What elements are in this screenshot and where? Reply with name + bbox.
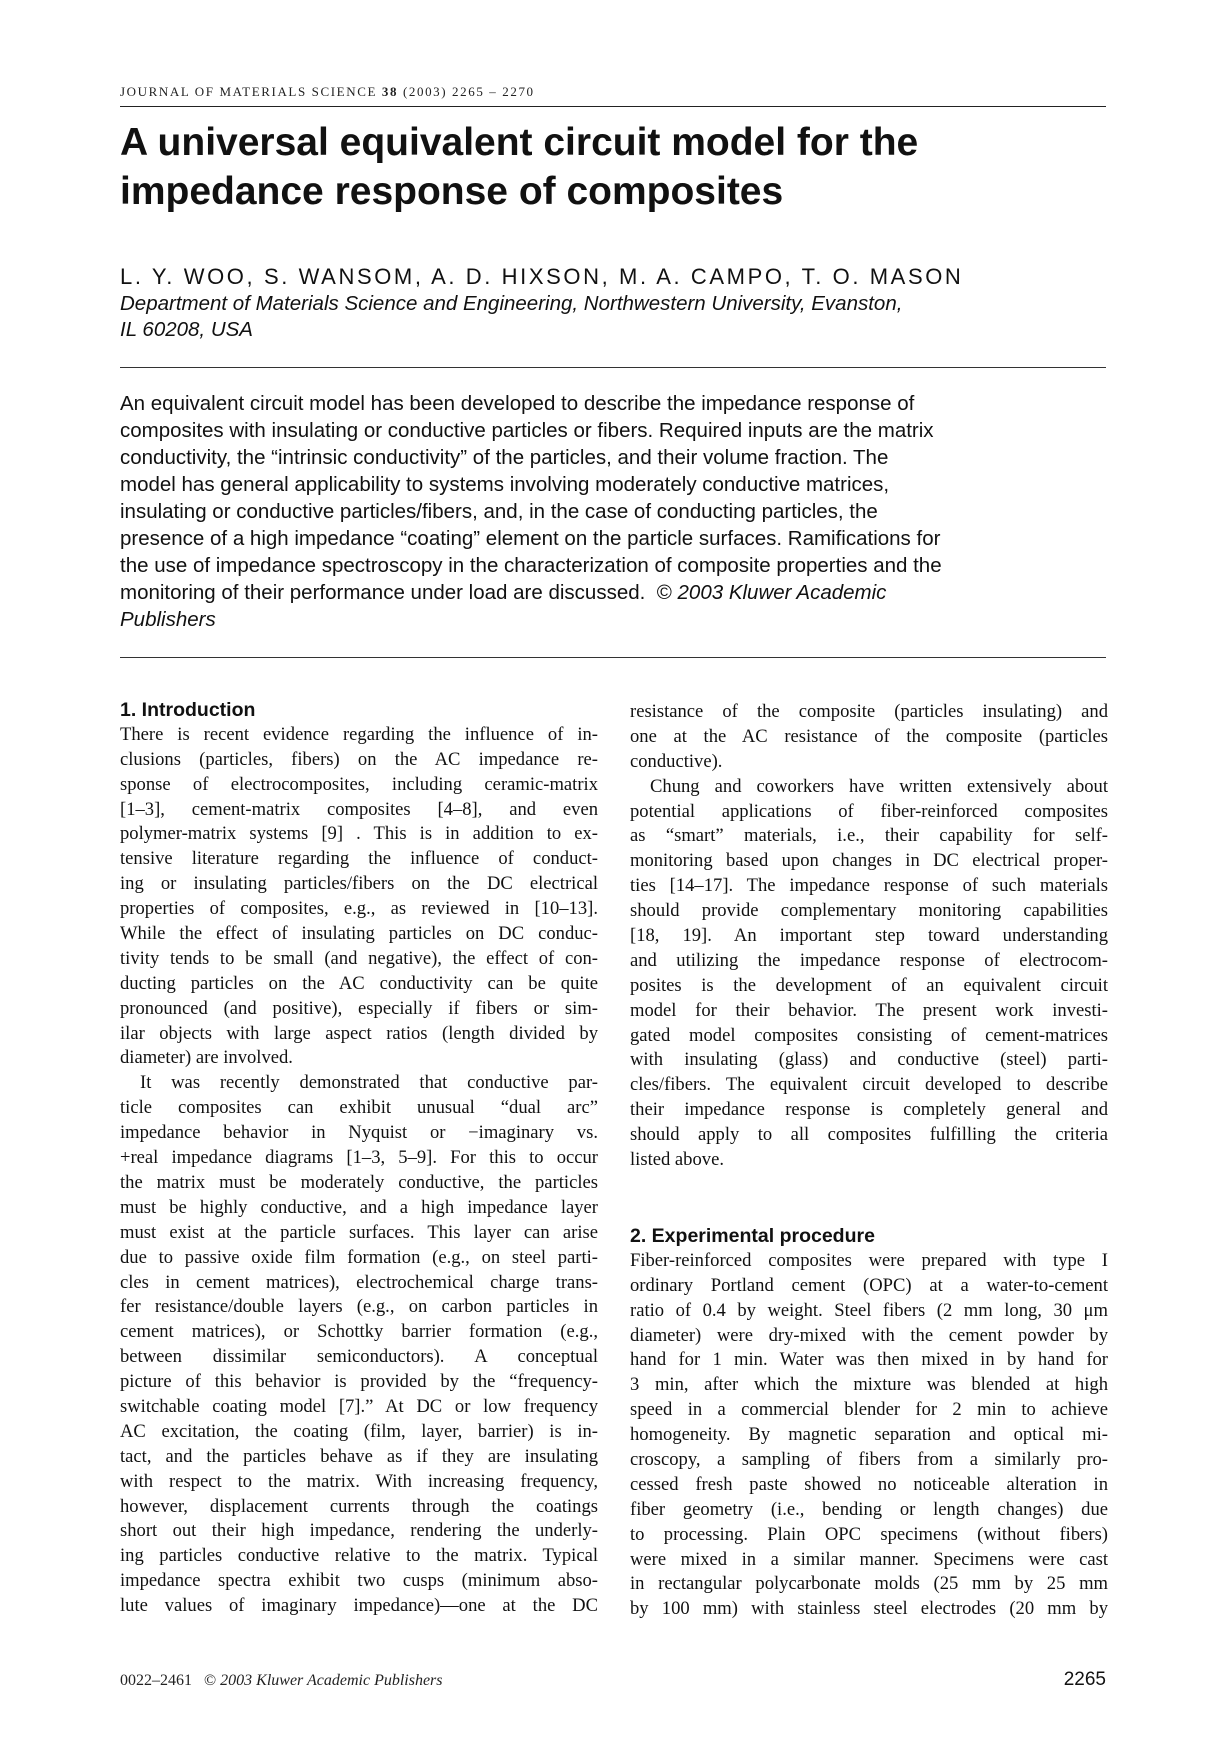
body-line: +real impedance diagrams [1–3, 5–9]. For this to occur — [120, 1147, 598, 1169]
body-line: speed in a commercial blender for 2 min to achieve — [630, 1399, 1108, 1421]
journal-volume: 38 — [381, 84, 399, 99]
body-line: cles/fibers. The equivalent circuit developed to describe — [630, 1074, 1108, 1096]
abstract-line: presence of a high impedance “coating” element on the particle surfaces. Ramifications for — [120, 527, 941, 550]
journal-year-pages: (2003) 2265 – 2270 — [402, 84, 535, 99]
body-line: tact, and the particles behave as if they are insulating — [120, 1445, 598, 1467]
left-column — [120, 698, 598, 1619]
header-rule — [120, 106, 1106, 107]
body-line: should provide complementary monitoring capabilities — [630, 900, 1108, 922]
copyright-symbol: © — [656, 581, 672, 604]
body-line: ticle composites can exhibit unusual “dual arc” — [120, 1097, 598, 1119]
body-line: [1–3], cement-matrix composites [4–8], and even — [120, 798, 598, 820]
abstract-line — [120, 579, 1110, 606]
body-line: While the effect of insulating particles on DC conduc- — [120, 923, 598, 945]
body-line: sponse of electrocomposites, including ceramic-matrix — [120, 773, 598, 795]
body-line: ratio of 0.4 by weight. Steel fibers (2 mm long, 30 μm — [630, 1299, 1108, 1321]
body-line: ing particles conductive relative to the matrix. Typical — [120, 1545, 598, 1567]
abstract-line: the use of impedance spectroscopy in the characterization of composite properties and the — [120, 554, 942, 577]
body-line: impedance spectra exhibit two cusps (minimum abso- — [120, 1570, 598, 1592]
body-line: ing or insulating particles/fibers on the DC electrical — [120, 873, 598, 895]
body-line: with respect to the matrix. With increasing frequency, — [120, 1470, 598, 1492]
body-line: the matrix must be moderately conductive, the particles — [120, 1171, 598, 1193]
affiliation-line: IL 60208, USA — [120, 318, 253, 341]
body-line: short out their high impedance, rendering the underly- — [120, 1520, 598, 1542]
abstract-bottom-rule — [120, 657, 1106, 658]
abstract-publisher-end: Publishers — [120, 608, 216, 631]
abstract-line: An equivalent circuit model has been developed to describe the impedance response of — [120, 392, 915, 415]
body-line: were mixed in a similar manner. Specimens were cast — [630, 1548, 1108, 1570]
body-line: must be highly conductive, and a high impedance layer — [120, 1196, 598, 1218]
body-line: listed above. — [630, 1149, 724, 1171]
body-line: 3 min, after which the mixture was blended at high — [630, 1374, 1108, 1396]
body-line: hand for 1 min. Water was then mixed in by hand for — [630, 1349, 1108, 1371]
journal-name: JOURNAL OF MATERIALS SCIENCE — [120, 84, 378, 99]
body-line: polymer-matrix systems [9] . This is in addition to ex- — [120, 823, 598, 845]
body-line: cles in cement matrices), electrochemical charge trans- — [120, 1271, 598, 1293]
body-line: between dissimilar semiconductors). A conceptual — [120, 1346, 598, 1368]
abstract-publisher: 2003 Kluwer Academic — [677, 581, 887, 604]
body-line: It was recently demonstrated that conductive par- — [140, 1072, 598, 1094]
body-line: [18, 19]. An important step toward understanding — [630, 925, 1108, 947]
body-line: and utilizing the impedance response of electrocom- — [630, 949, 1108, 971]
body-line: fiber geometry (i.e., bending or length changes) due — [630, 1498, 1108, 1520]
body-line: one at the AC resistance of the composite (particles — [630, 725, 1108, 747]
body-line: tensive literature regarding the influence of conduct- — [120, 848, 598, 870]
body-line: properties of composites, e.g., as reviewed in [10–13]. — [120, 898, 598, 920]
section-heading-experimental: 2. Experimental procedure — [630, 1225, 875, 1247]
body-line: by 100 mm) with stainless steel electrodes (20 mm by — [630, 1598, 1108, 1620]
body-line: as “smart” materials, i.e., their capability for self- — [630, 825, 1108, 847]
body-line: potential applications of fiber-reinforced composites — [630, 800, 1108, 822]
abstract-line: insulating or conductive particles/fibers, and, in the case of conducting particles, the — [120, 500, 878, 523]
author-affiliation — [120, 291, 1106, 343]
body-line: ducting particles on the AC conductivity can be quite — [120, 972, 598, 994]
abstract-line: model has general applicability to systems involving moderately conductive matrices, — [120, 473, 890, 496]
issn: 0022–2461 — [120, 1672, 192, 1689]
body-line: lute values of imaginary impedance)—one at the DC — [120, 1595, 598, 1617]
body-line: switchable coating model [7].” At DC or low frequency — [120, 1395, 598, 1417]
body-line: with insulating (glass) and conductive (steel) parti- — [630, 1049, 1108, 1071]
body-line: in rectangular polycarbonate molds (25 mm by 25 mm — [630, 1573, 1108, 1595]
body-line: croscopy, a sampling of fibers from a similarly pro- — [630, 1449, 1108, 1471]
body-line: Chung and coworkers have written extensively about — [650, 775, 1108, 797]
body-line: diameter) were dry-mixed with the cement powder by — [630, 1324, 1108, 1346]
body-line: cessed fresh paste showed no noticeable alteration in — [630, 1473, 1108, 1495]
body-line: picture of this behavior is provided by the “frequency- — [120, 1371, 598, 1393]
section-heading-introduction: 1. Introduction — [120, 699, 256, 721]
body-line: tivity tends to be small (and negative), the effect of con- — [120, 947, 598, 969]
title-line: A universal equivalent circuit model for the — [120, 121, 919, 164]
body-line: fer resistance/double layers (e.g., on carbon particles in — [120, 1296, 598, 1318]
copyright-symbol: © — [204, 1672, 217, 1689]
body-line: AC excitation, the coating (film, layer, barrier) is in- — [120, 1420, 598, 1442]
title-line: impedance response of composites — [120, 170, 784, 213]
body-line: ties [14–17]. The impedance response of such materials — [630, 875, 1108, 897]
abstract-line: composites with insulating or conductive particles or fibers. Required inputs are the matrix — [120, 419, 934, 442]
affiliation-line: Department of Materials Science and Engineering, Northwestern University, Evanston, — [120, 292, 903, 315]
body-line: gated model composites consisting of cement-matrices — [630, 1024, 1108, 1046]
body-line: model for their behavior. The present work investi- — [630, 999, 1108, 1021]
body-line: clusions (particles, fibers) on the AC impedance re- — [120, 748, 598, 770]
body-line: Fiber-reinforced composites were prepared with type I — [630, 1249, 1108, 1271]
body-line: ordinary Portland cement (OPC) at a water-to-cement — [630, 1274, 1108, 1296]
abstract-top-rule — [120, 367, 1106, 368]
right-column — [630, 700, 1108, 1173]
body-line: must exist at the particle surfaces. This layer can arise — [120, 1221, 598, 1243]
body-line: their impedance response is completely general and — [630, 1099, 1108, 1121]
body-line: diameter) are involved. — [120, 1047, 293, 1069]
copyright-text: 2003 Kluwer Academic Publishers — [220, 1672, 443, 1689]
body-line: conductive). — [630, 750, 723, 772]
body-line: should apply to all composites fulfilling the criteria — [630, 1124, 1108, 1146]
footer-issn-copyright — [120, 1672, 443, 1690]
body-line: posites is the development of an equivalent circuit — [630, 974, 1108, 996]
body-line: due to passive oxide film formation (e.g., on steel parti- — [120, 1246, 598, 1268]
body-line: There is recent evidence regarding the influence of in- — [120, 723, 598, 745]
body-line: impedance behavior in Nyquist or −imaginary vs. — [120, 1122, 598, 1144]
body-line: monitoring based upon changes in DC electrical proper- — [630, 850, 1108, 872]
section-experimental — [630, 1224, 1108, 1622]
body-line: cement matrices), or Schottky barrier formation (e.g., — [120, 1321, 598, 1343]
abstract-last-text: monitoring of their performance under load are discussed. — [120, 581, 646, 604]
abstract-line: conductivity, the “intrinsic conductivity” of the particles, and their volume fraction. The — [120, 446, 889, 469]
body-line: pronounced (and positive), especially if fibers or sim- — [120, 997, 598, 1019]
article-title — [120, 118, 1100, 216]
body-line: resistance of the composite (particles insulating) and — [630, 701, 1108, 722]
page-number: 2265 — [1063, 1669, 1106, 1690]
body-line: however, displacement currents through the coatings — [120, 1495, 598, 1517]
abstract — [120, 390, 1110, 633]
author-list: L. Y. WOO, S. WANSOM, A. D. HIXSON, M. A. CAMPO, T. O. MASON — [120, 264, 964, 289]
journal-running-header — [120, 84, 1106, 100]
body-line: ilar objects with large aspect ratios (length divided by — [120, 1022, 598, 1044]
body-line: to processing. Plain OPC specimens (without fibers) — [630, 1523, 1108, 1545]
body-line: homogeneity. By magnetic separation and optical mi- — [630, 1424, 1108, 1446]
